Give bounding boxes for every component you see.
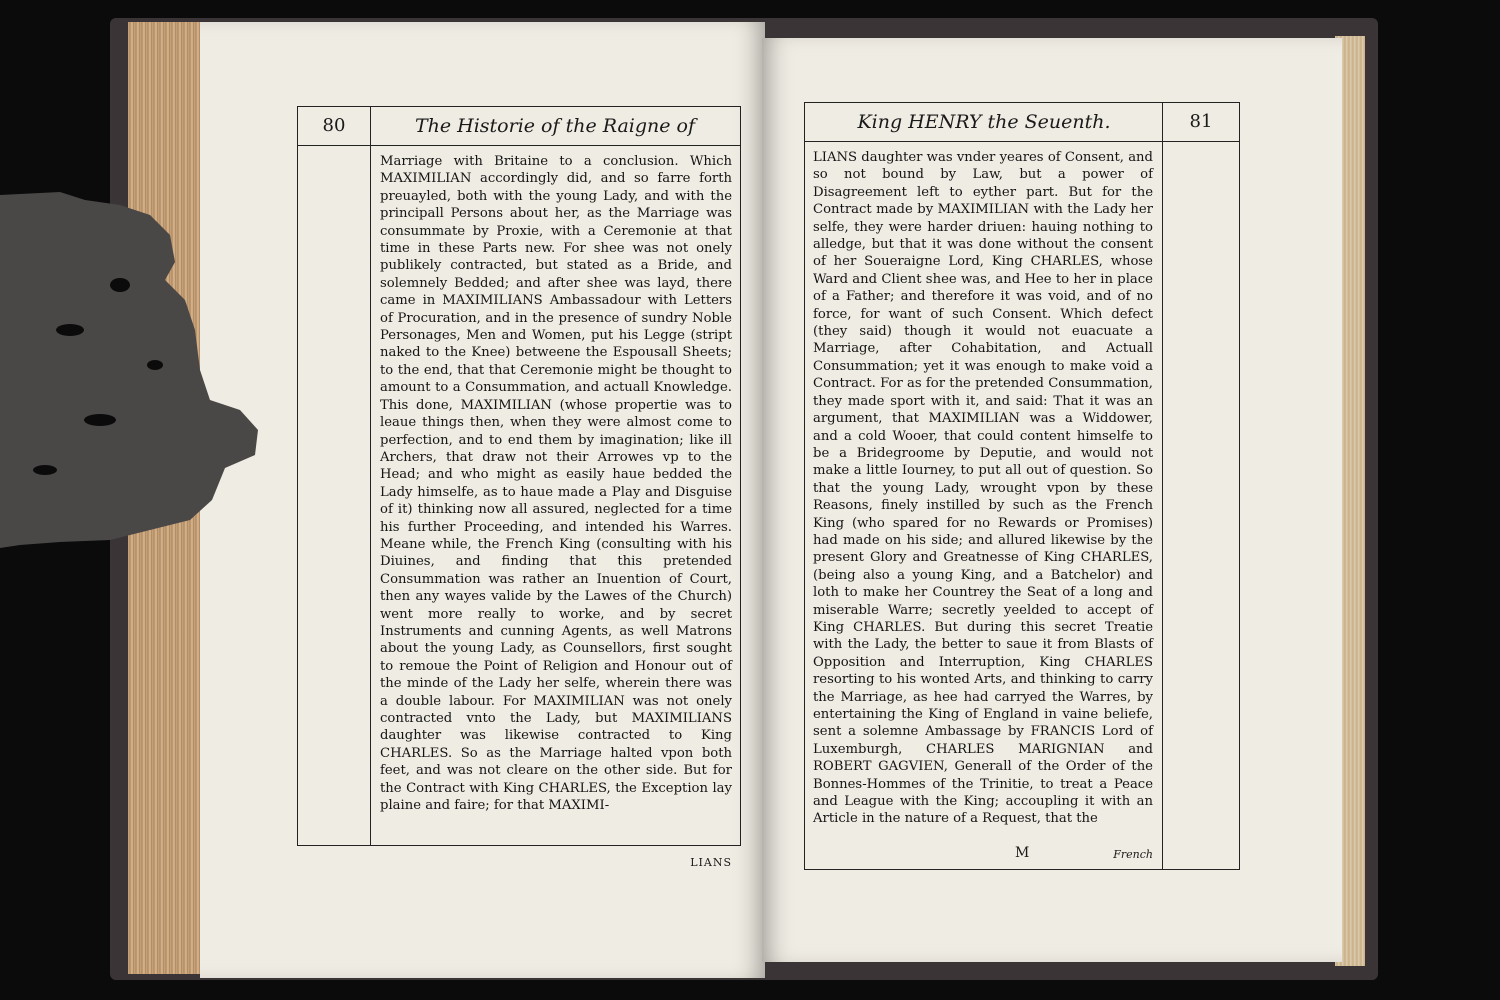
left-page (200, 22, 765, 978)
clasp-hole (84, 414, 116, 426)
left-folio: 80 (322, 115, 346, 136)
clasp-shape (0, 192, 258, 548)
right-margin-rule (1162, 103, 1163, 869)
left-catchword: LIANS (690, 856, 732, 869)
right-running-title: King HENRY the Seuenth. (857, 111, 1111, 133)
left-text-frame (297, 106, 741, 869)
right-folio: 81 (1189, 111, 1213, 132)
left-page-header (298, 107, 740, 146)
clasp-hole (147, 360, 163, 370)
right-signature-mark: M (1015, 845, 1030, 861)
left-margin-rule (370, 107, 371, 845)
clasp-hole (56, 324, 84, 336)
clasp-hole (33, 465, 57, 475)
book-clasp (0, 0, 260, 560)
left-running-title: The Historie of the Raigne of (414, 115, 696, 137)
right-text-frame (804, 102, 1240, 870)
right-body-text: LIANS daughter was vnder yeares of Consent, and so not bound by Law, but a power of Disagreement left to eyther part. But for the Contract made by MAXIMILIAN with the Lady her selfe, they were harder driuen: hauing nothing to alledge, but that it was done without the consent of her Soueraigne Lord, King CHARLES, whose Ward and Client shee was, and Hee to her in place of a Father; and therefore it was void, and of no force, for want of such Consent. Which defect (they said) though it would not euacuate a Marriage, after Cohabitation, and Actuall Consummation; yet it was enough to make void a Contract. For as for the pretended Consummation, they made sport with it, and said: That it was an argument, that MAXIMILIAN was a Widdower, and a cold Wooer, that could content himselfe to be a Bridegroome by Deputie, and would not make a little Iourney, to put all out of question. So that the young Lady, wrought vpon by these Reasons, finely instilled by such as the French King (who spared for no Rewards or Promises) had made on his side; and allured likewise by the present Glory and Greatnesse of King CHARLES, (being also a young King, and a Batchelor) and loth to make her Countrey the Seat of a long and miserable Warre; secretly yeelded to accept of King CHARLES. But during this secret Treatie with the Lady, the better to saue it from Blasts of Opposition and Interruption, King CHARLES resorting to his wonted Arts, and thinking to carry the Marriage, as hee had carryed the Warres, by entertaining the King of England in vaine beliefe, sent a solemne Ambassage by FRANCIS Lord of Luxemburgh, CHARLES MARIGNIAN and ROBERT GAGVIEN, Generall of the Order of the Bonnes-Hommes of the Trinitie, to treat a Peace and League with the King; accoupling it with an Article in the nature of a Request, that the (813, 150, 1153, 827)
right-catchword: French (1113, 848, 1153, 861)
right-page-header (805, 103, 1239, 142)
right-page (762, 38, 1342, 962)
clasp-hole (110, 278, 130, 292)
left-body-text: Marriage with Britaine to a conclusion. Which MAXIMILIAN accordingly did, and so farre forth preuayled, both with the young Lady, and with the principall Persons about her, as the Marriage was consummate by Proxie, with a Ceremonie at that time in these Parts new. For shee was not onely publikely contracted, but stated as a Bride, and solemnely Bedded; and after shee was layd, there came in MAXIMILIANS Ambassadour with Letters of Procuration, and in the presence of sundry Noble Personages, Men and Women, put his Legge (stript naked to the Knee) betweene the Espousall Sheets; to the end, that that Ceremonie might be thought to amount to a Consummation, and actuall Knowledge. This done, MAXIMILIAN (whose propertie was to leaue things then, when they were almost come to perfection, and to end them by imagination; like ill Archers, that draw not their Arrowes vp to the Head; and who might as easily haue bedded the Lady himselfe, as to haue made a Play and Disguise of it) thinking now all assured, neglected for a time his further Proceeding, and intended his Warres. Meane while, the French King (consulting with his Diuines, and finding that this pretended Consummation was rather an Inuention of Court, then any wayes valide by the Lawes of the Church) went more really to worke, and by secret Instruments and cunning Agents, as well Matrons about the young Lady, as Counsellors, first sought to remoue the Point of Religion and Honour out of the minde of the Lady her selfe, wherein there was a double labour. For MAXIMILIAN was not onely contracted vnto the Lady, but MAXIMILIANS daughter was likewise contracted to King CHARLES. So as the Marriage halted vpon both feet, and was not cleare on the other side. But for the Contract with King CHARLES, the Exception lay plaine and faire; for that MAXIMI- (380, 154, 732, 814)
